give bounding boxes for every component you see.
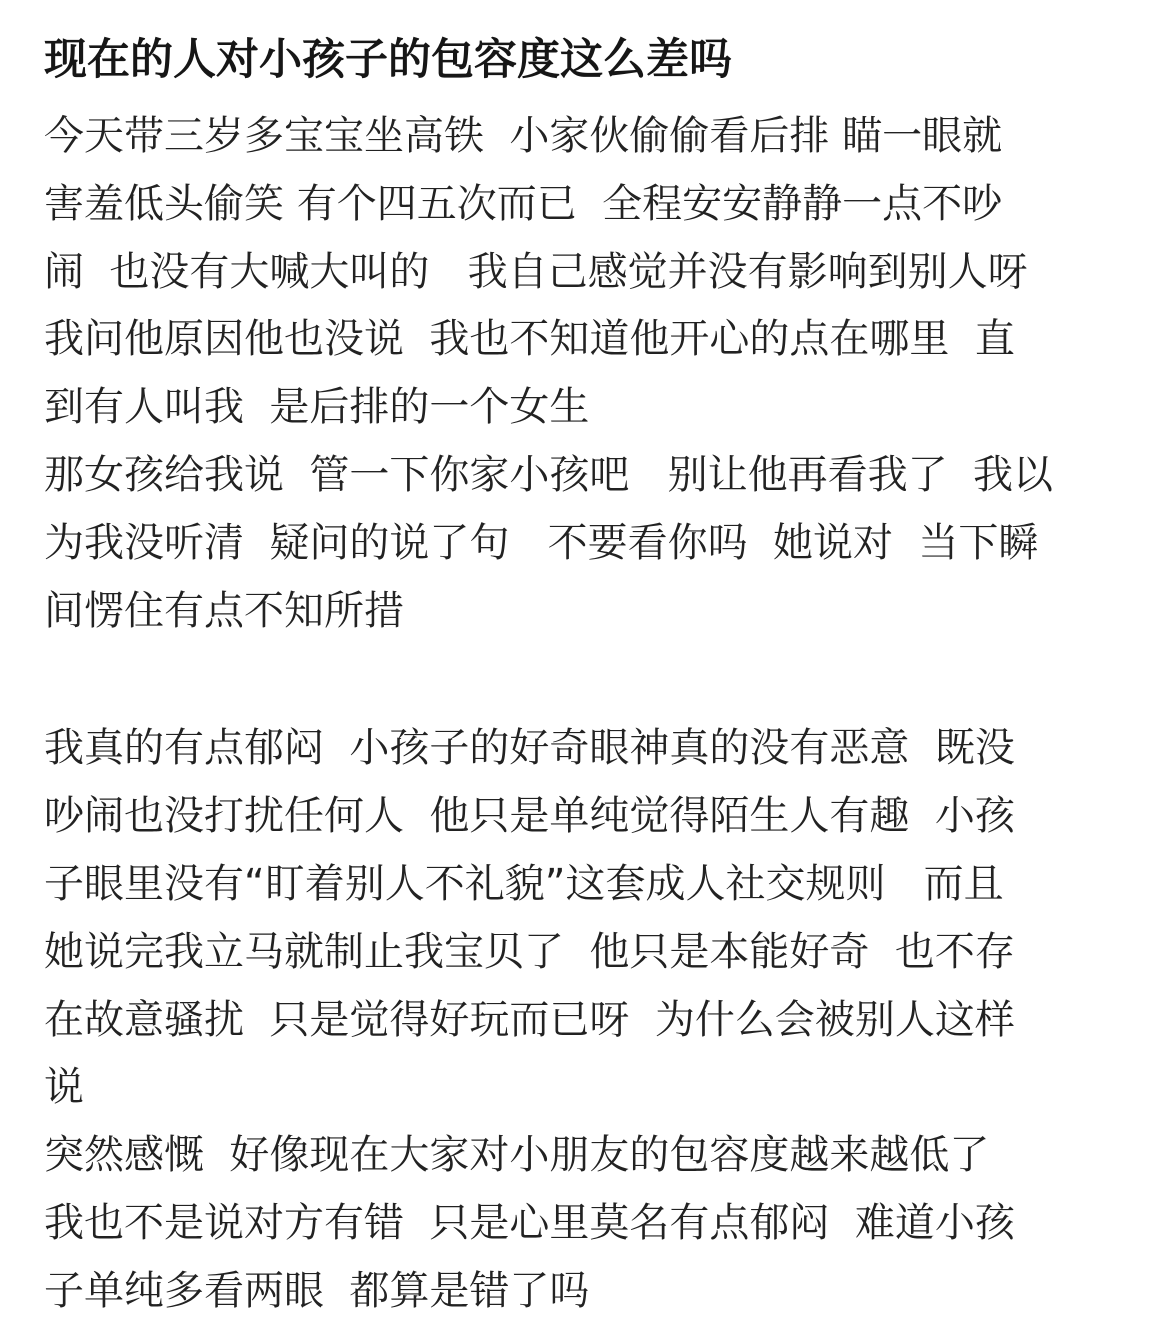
body-line: 子单纯多看两眼 都算是错了吗 — [44, 1267, 590, 1314]
body-line: 害羞低头偷笑 有个四五次而已 全程安安静静一点不吵 — [44, 180, 1003, 227]
body-line: 为我没听清 疑问的说了句 不要看你吗 她说对 当下瞬 — [44, 519, 1039, 566]
body-line: 我也不是说对方有错 只是心里莫名有点郁闷 难道小孩 — [44, 1199, 1015, 1246]
post-body — [44, 103, 1144, 1326]
body-line: 子眼里没有“盯着别人不礼貌”这套成人社交规则 而且 — [44, 860, 1004, 907]
body-line: 今天带三岁多宝宝坐高铁 小家伙偷偷看后排 瞄一眼就 — [44, 113, 1003, 159]
body-line: 间愣住有点不知所措 — [44, 587, 404, 634]
body-line: 我问他原因他也没说 我也不知道他开心的点在哪里 直 — [44, 316, 1015, 363]
body-line: 说 — [44, 1064, 84, 1111]
body-line: 我真的有点郁闷 小孩子的好奇眼神真的没有恶意 既没 — [44, 725, 1015, 772]
body-line: 那女孩给我说 管一下你家小孩吧 别让他再看我了 我以 — [44, 451, 1054, 498]
body-line: 突然感慨 好像现在大家对小朋友的包容度越来越低了 — [44, 1132, 990, 1179]
paragraph-gap — [44, 645, 1144, 715]
body-line: 吵闹也没打扰任何人 他只是单纯觉得陌生人有趣 小孩 — [44, 793, 1015, 840]
body-line: 闹 也没有大喊大叫的 我自己感觉并没有影响到别人呀 — [44, 248, 1028, 295]
body-line: 她说完我立马就制止我宝贝了 他只是本能好奇 也不存 — [44, 928, 1015, 975]
body-line: 在故意骚扰 只是觉得好玩而已呀 为什么会被别人这样 — [44, 996, 1015, 1043]
body-line: 到有人叫我 是后排的一个女生 — [44, 384, 590, 431]
post-title: 现在的人对小孩子的包容度这么差吗 — [44, 35, 732, 85]
